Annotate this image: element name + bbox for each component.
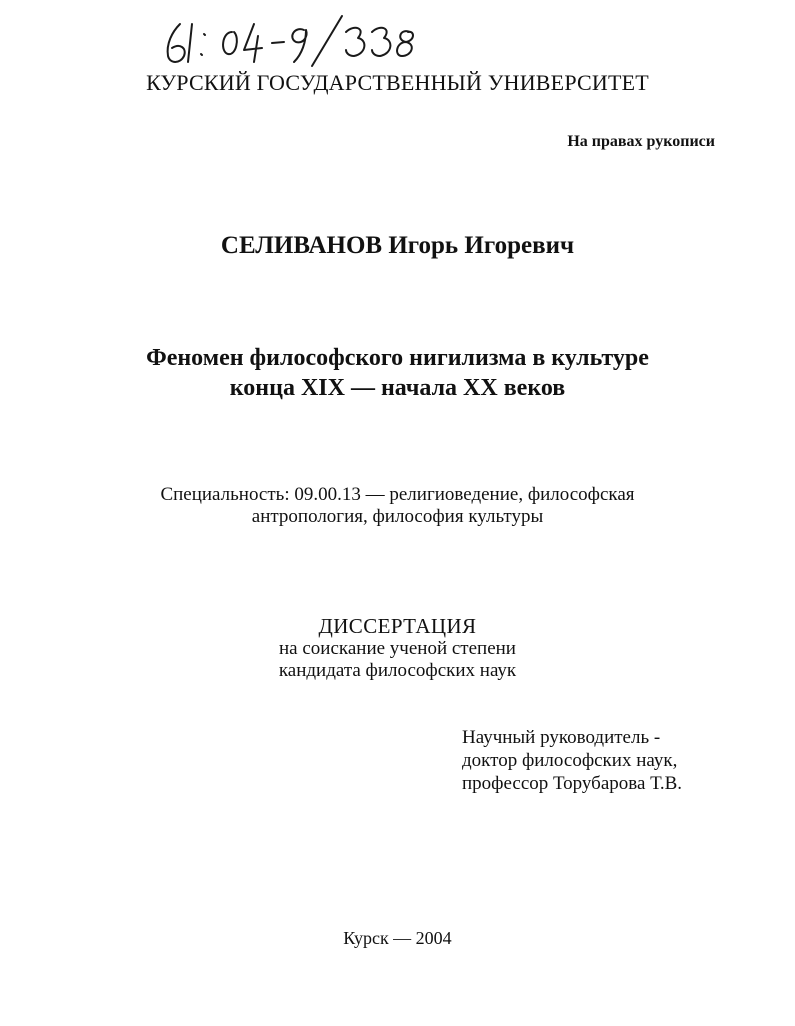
manuscript-rights-note: На правах рукописи bbox=[567, 133, 715, 150]
specialty-line-2: антропология, философия культуры bbox=[251, 506, 544, 527]
supervisor-line-2: доктор философских наук, bbox=[462, 750, 678, 771]
city-year: Курск — 2004 bbox=[343, 928, 452, 948]
dissertation-block bbox=[0, 614, 795, 682]
supervisor-block bbox=[462, 726, 782, 795]
author-name: СЕЛИВАНОВ Игорь Игоревич bbox=[220, 232, 575, 259]
supervisor-line-3: профессор Торубарова Т.В. bbox=[462, 773, 683, 794]
specialty-line-1: Специальность: 09.00.13 — религиоведение, философская bbox=[160, 484, 635, 505]
handwritten-archive-code bbox=[158, 10, 433, 70]
title-line-2: конца XIX — начала XX веков bbox=[229, 375, 566, 401]
title-line-1: Феномен философского нигилизма в культуре bbox=[146, 345, 649, 371]
specialty-block bbox=[0, 484, 795, 528]
dissertation-line-2: кандидата философских наук bbox=[278, 660, 517, 681]
dissertation-line-1: на соискание ученой степени bbox=[279, 638, 516, 659]
university-name: КУРСКИЙ ГОСУДАРСТВЕННЫЙ УНИВЕРСИТЕТ bbox=[146, 70, 649, 95]
dissertation-type: ДИССЕРТАЦИЯ bbox=[318, 614, 477, 638]
dissertation-title bbox=[0, 343, 795, 403]
supervisor-line-1: Научный руководитель - bbox=[462, 727, 661, 748]
